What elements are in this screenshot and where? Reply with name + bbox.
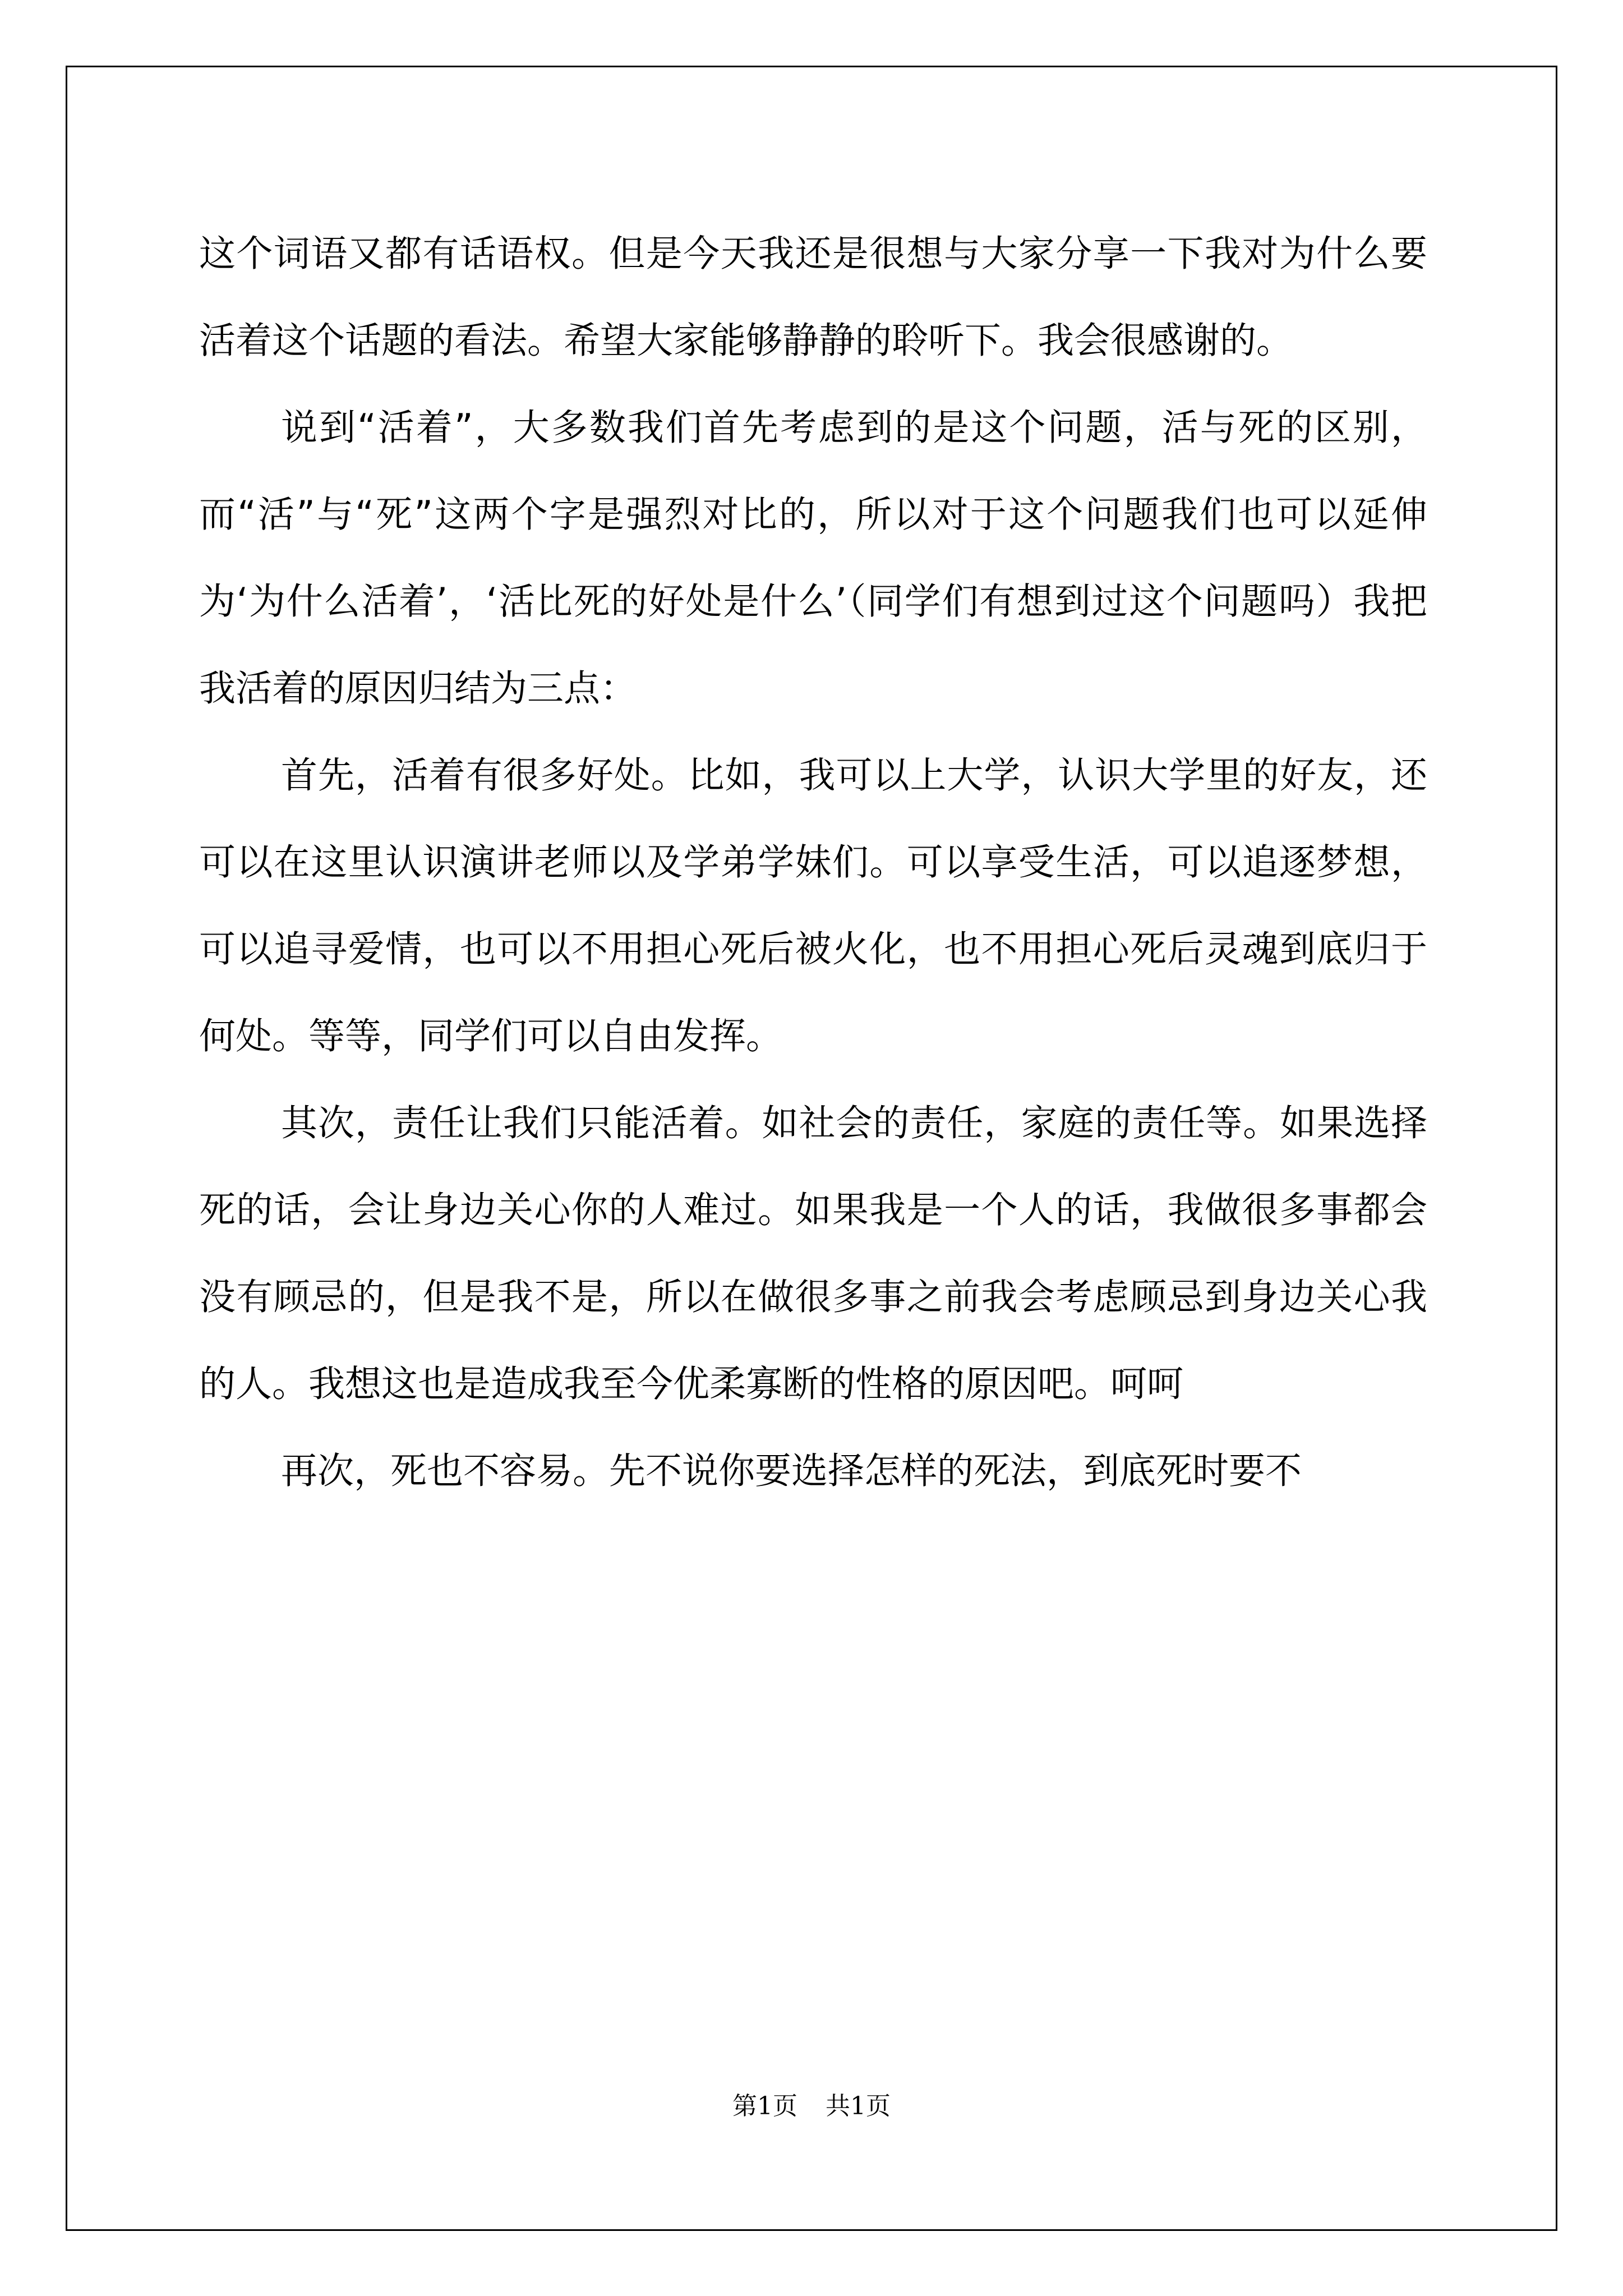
- document-body: [199, 210, 1427, 1515]
- paragraph-1: 这个词语又都有话语权。但是今天我还是很想与大家分享一下我对为什么要活着这个话题的看法。希望大家能够静静的聆听下。我会很感谢的。: [199, 233, 1427, 362]
- paragraph-2: 说到“活着”，大多数我们首先考虑到的是这个问题，活与死的区别，而“活”与“死”这两个字是强烈对比的，所以对于这个问题我们也可以延伸为‘为什么活着’，‘活比死的好处是什么’（同学们有想到过这个问题吗）我把我活着的原因归结为三点：: [199, 407, 1427, 710]
- paragraph-3: 首先，活着有很多好处。比如，我可以上大学，认识大学里的好友，还可以在这里认识演讲老师以及学弟学妹们。可以享受生活，可以追逐梦想，可以追寻爱情，也可以不用担心死后被火化，也不用担心死后灵魂到底归于何处。等等，同学们可以自由发挥。: [199, 754, 1427, 1057]
- page-footer: [0, 2090, 1623, 2123]
- page-total-label: 共1页: [826, 2092, 891, 2120]
- paragraph-5: 再次，死也不容易。先不说你要选择怎样的死法，到底死时要不: [281, 1450, 1302, 1492]
- page-current-label: 第1页: [732, 2092, 797, 2120]
- paragraph-4: 其次，责任让我们只能活着。如社会的责任，家庭的责任等。如果选择死的话，会让身边关心你的人难过。如果我是一个人的话，我做很多事都会没有顾忌的，但是我不是，所以在做很多事之前我会考虑顾忌到身边关心我的人。我想这也是造成我至今优柔寡断的性格的原因吧。呵呵: [199, 1102, 1427, 1405]
